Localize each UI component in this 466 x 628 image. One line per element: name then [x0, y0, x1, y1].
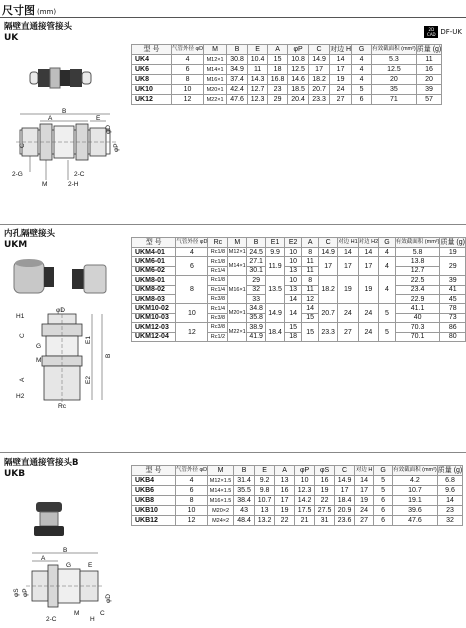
table-row: UKM8-01 8 Rc1/8 M16×1 29 13.5 10 8 18.2 19 19 4 22.5 39 [132, 276, 466, 285]
table-row: UKM6-02 Rc1/4 30.1 13 11 12.7 [132, 266, 466, 275]
col-c: C [319, 238, 338, 248]
table-cell: 6 [172, 65, 204, 75]
table-cell: 16.8 [268, 75, 288, 85]
col-effective-area: 有效截面积 (mm²) [393, 466, 438, 476]
table-row [132, 516, 463, 526]
table-cell: 17 [335, 486, 355, 496]
table-row [132, 65, 442, 75]
uk-label-c: C [19, 143, 26, 148]
ukb-label-h: H [90, 616, 95, 623]
uk-label-e: E [96, 115, 101, 122]
table-cell: 38.4 [234, 496, 255, 506]
table-cell: 12.5 [372, 65, 417, 75]
model-cell: UKB10 [132, 506, 176, 516]
col-tube-od: 气管外径 φD [176, 238, 208, 248]
table-cell: 6 [176, 486, 208, 496]
ukb-label-g: G [66, 562, 72, 569]
table-cell: 17 [275, 496, 295, 506]
table-cell: 4.2 [393, 476, 438, 486]
table-cell: 4 [352, 55, 372, 65]
table-cell: 18.2 [309, 75, 330, 85]
uk-label-phi-p: φP [113, 143, 120, 152]
table-cell: 17 [309, 65, 330, 75]
model-cell: UKB4 [132, 476, 176, 486]
col-model: 型 号 [132, 466, 176, 476]
table-cell: 42.4 [227, 85, 248, 95]
col-effective-area: 有效截面积 (mm²) [395, 238, 440, 248]
table-cell: 12.7 [248, 85, 268, 95]
col-a: A [268, 45, 288, 55]
table-cell: M16×1 [204, 75, 227, 85]
table-cell: 24 [330, 85, 352, 95]
ukm-section-code: UKM [4, 240, 28, 250]
table-cell: M14×1 [204, 65, 227, 75]
table-cell: 14 [355, 476, 374, 486]
table-cell: 4 [176, 476, 208, 486]
table-cell: 14 [330, 55, 352, 65]
cad-download[interactable] [424, 26, 462, 38]
table-cell: 19 [315, 486, 335, 496]
table-cell: 5.3 [372, 55, 417, 65]
table-row [132, 506, 463, 516]
ukb-section-code: UKB [4, 469, 26, 479]
table-cell: M20×1 [204, 85, 227, 95]
col-b: B [234, 466, 255, 476]
col-g: G [374, 466, 393, 476]
col-tube-od: 气管外径 φD [172, 45, 204, 55]
table-cell: 4 [352, 75, 372, 85]
ukm-label-h1: H1 [16, 313, 25, 320]
col-m: M [208, 466, 234, 476]
table-row [132, 486, 463, 496]
col-e1: E1 [266, 238, 285, 248]
model-cell: UK12 [132, 95, 172, 105]
table-cell: 23 [268, 85, 288, 95]
section-divider [0, 452, 466, 453]
table-row: UKM6-01 6 Rc1/8 M14×1 27.1 11.9 10 11 17 17 17 4 13.8 29 [132, 257, 466, 266]
col-a: A [275, 466, 295, 476]
col-b: B [227, 45, 248, 55]
table-cell: 48.4 [234, 516, 255, 526]
table-cell: 6 [374, 496, 393, 506]
table-cell: 13 [275, 476, 295, 486]
ukm-label-a: A [19, 377, 26, 382]
table-cell: M12×1.5 [208, 476, 234, 486]
table-cell: 20 [372, 75, 417, 85]
table-cell: 19.1 [393, 496, 438, 506]
ukb-label-phi-p: φP [22, 588, 29, 597]
table-cell: 12.3 [295, 486, 315, 496]
table-cell: 14 [437, 496, 463, 506]
table-cell: 24 [355, 506, 374, 516]
table-row [132, 496, 463, 506]
table-cell: 8 [172, 75, 204, 85]
model-cell: UKB8 [132, 496, 176, 506]
col-model: 型 号 [132, 238, 176, 248]
ukb-label-a: A [41, 555, 46, 562]
table-cell: 22 [275, 516, 295, 526]
col-mass: 质量 (g) [416, 46, 442, 53]
table-cell: 29 [268, 95, 288, 105]
model-cell: UKB6 [132, 486, 176, 496]
table-row: UKM12-03 12 Rc3/8 M22×1 38.9 18.4 15 15 23.3 27 24 5 70.3 86 [132, 323, 466, 332]
table-cell: 5 [374, 476, 393, 486]
ukm-product-photo [10, 255, 120, 299]
table-cell: 43 [234, 506, 255, 516]
table-cell: 57 [416, 95, 442, 105]
col-c: C [335, 466, 355, 476]
col-phi-p: φP [288, 45, 309, 55]
col-c: C [309, 45, 330, 55]
ukm-table-header [132, 238, 466, 248]
table-cell: 10.7 [255, 496, 275, 506]
table-cell: 18.5 [288, 85, 309, 95]
col-h2: 对边 H2 [358, 238, 379, 248]
table-row: UKM8-03 Rc3/8 33 14 12 22.9 45 [132, 294, 466, 303]
table-cell: 10 [295, 476, 315, 486]
table-cell: 12 [176, 516, 208, 526]
model-cell: UKB12 [132, 516, 176, 526]
table-cell: 20 [416, 75, 442, 85]
col-g: G [352, 45, 372, 55]
table-cell: 32 [437, 516, 463, 526]
col-e2: E2 [285, 238, 302, 248]
table-cell: 20.9 [335, 506, 355, 516]
table-row: UKM10-02 10 Rc1/4 M20×1 34.8 14.9 14 14 20.7 24 24 5 41.1 78 [132, 304, 466, 313]
table-cell: 17.5 [295, 506, 315, 516]
ukb-label-m: M [74, 610, 80, 617]
ukm-label-b: B [105, 353, 112, 358]
table-cell: 19 [330, 75, 352, 85]
table-cell: 5 [374, 486, 393, 496]
table-cell: 23.3 [309, 95, 330, 105]
table-cell: 9.8 [255, 486, 275, 496]
model-cell: UK8 [132, 75, 172, 85]
cad-label: DF-UK [440, 28, 462, 36]
ukb-spec-table [131, 465, 463, 526]
col-e: E [255, 466, 275, 476]
table-cell: 14.3 [248, 75, 268, 85]
table-cell: 14.2 [295, 496, 315, 506]
ukm-section-title: 内孔隔壁接头 [4, 229, 56, 239]
uk-section-title: 隔壁直通接管接头 [4, 22, 73, 32]
table-row [132, 476, 463, 486]
table-cell: M20×2 [208, 506, 234, 516]
col-g: G [379, 238, 396, 248]
table-row [132, 55, 442, 65]
table-cell: 23 [437, 506, 463, 516]
table-cell: 12.5 [288, 65, 309, 75]
table-cell: 12 [172, 95, 204, 105]
uk-table-header [132, 45, 442, 55]
uk-label-m: M [42, 181, 48, 188]
col-rc: Rc [208, 238, 228, 248]
ukb-label-phi-s: φS [13, 588, 20, 597]
table-cell: 9.2 [255, 476, 275, 486]
table-cell: 8 [176, 496, 208, 506]
page-title: 尺寸图 (mm) [2, 4, 57, 17]
table-cell: M16×1.5 [208, 496, 234, 506]
table-cell: 31.4 [234, 476, 255, 486]
ukm-label-e1: E1 [85, 336, 92, 344]
table-cell: 39.6 [393, 506, 438, 516]
table-cell: 6 [352, 95, 372, 105]
uk-product-photo [28, 60, 96, 96]
table-cell: 18.4 [335, 496, 355, 506]
table-row: UKM8-02 Rc1/4 32 13 11 23.4 41 [132, 285, 466, 294]
table-cell: 10.8 [288, 55, 309, 65]
uk-section-code: UK [4, 33, 19, 43]
table-cell: 39 [416, 85, 442, 95]
uk-label-a: A [48, 115, 53, 122]
col-m: M [204, 45, 227, 55]
table-cell: 35.5 [234, 486, 255, 496]
table-cell: 11 [416, 55, 442, 65]
ukb-label-phi-d: φD [105, 594, 112, 603]
table-cell: 14.9 [309, 55, 330, 65]
table-cell: 12.3 [248, 95, 268, 105]
table-cell: 14.9 [335, 476, 355, 486]
col-model: 型 号 [132, 45, 172, 55]
table-cell: 27 [355, 516, 374, 526]
table-cell: 10 [172, 85, 204, 95]
table-cell: 17 [355, 486, 374, 496]
table-row: UKM4-01 4 Rc1/8 M12×1 24.5 9.9 10 8 14.9 14 14 4 5.8 19 [132, 248, 466, 257]
table-cell: 10 [176, 506, 208, 516]
table-cell: 10.4 [248, 55, 268, 65]
table-cell: 31 [315, 516, 335, 526]
col-h1: 对边 H1 [338, 238, 359, 248]
uk-label-b: B [62, 108, 67, 115]
table-row [132, 95, 442, 105]
unit-label: (mm) [37, 8, 57, 16]
table-cell: 37.4 [227, 75, 248, 85]
col-m: M [228, 238, 247, 248]
table-cell: 9.6 [437, 486, 463, 496]
table-cell: 35 [372, 85, 417, 95]
col-b: B [247, 238, 266, 248]
table-cell: 23.6 [335, 516, 355, 526]
col-phi-p: φP [295, 466, 315, 476]
ukm-label-c: C [19, 333, 26, 338]
ukb-label-c: C [100, 610, 105, 617]
table-cell: 30.8 [227, 55, 248, 65]
table-cell: M22×1 [204, 95, 227, 105]
table-cell: 18 [268, 65, 288, 75]
table-cell: 22 [315, 496, 335, 506]
uk-spec-table [131, 44, 442, 105]
ukb-label-2c: 2-C [46, 616, 57, 623]
uk-dimension-drawing [10, 108, 125, 196]
table-cell: 16 [275, 486, 295, 496]
ukm-label-m: M [36, 357, 42, 364]
table-cell: 6 [374, 516, 393, 526]
table-row: UKM12-04 Rc1/2 41.9 18 70.1 80 [132, 332, 466, 341]
col-mass: 质量 (g) [440, 239, 465, 246]
ukm-label-e2: E2 [85, 376, 92, 384]
uk-label-2c: 2-C [74, 171, 85, 178]
table-cell: 16 [416, 65, 442, 75]
table-cell: 27.5 [315, 506, 335, 516]
table-cell: 34.9 [227, 65, 248, 75]
table-row: UKM10-03 Rc3/8 35.8 15 40 73 [132, 313, 466, 322]
ukm-spec-table [131, 237, 466, 342]
table-cell: 71 [372, 95, 417, 105]
table-cell: 4 [352, 65, 372, 75]
table-cell: 13.2 [255, 516, 275, 526]
table-cell: 11 [248, 65, 268, 75]
model-cell: UK10 [132, 85, 172, 95]
table-cell: 47.6 [393, 516, 438, 526]
table-row [132, 75, 442, 85]
cad-icon: 2D CAD [424, 26, 438, 38]
table-cell: 20.4 [288, 95, 309, 105]
table-cell: 6.8 [437, 476, 463, 486]
ukb-section-title: 隔壁直通接管接头B [4, 458, 79, 468]
table-cell: 17 [330, 65, 352, 75]
table-cell: 19 [275, 506, 295, 516]
table-cell: 13 [255, 506, 275, 516]
table-cell: 47.6 [227, 95, 248, 105]
table-cell: 15 [268, 55, 288, 65]
section-divider [0, 224, 466, 225]
col-h: 对边 H [330, 46, 352, 53]
table-cell: M24×2 [208, 516, 234, 526]
col-effective-area: 有效截面积 (mm²) [372, 45, 417, 55]
table-cell: 14.6 [288, 75, 309, 85]
ukb-label-b: B [63, 547, 68, 554]
table-cell: 19 [355, 496, 374, 506]
table-cell: 10.7 [393, 486, 438, 496]
table-cell: 21 [295, 516, 315, 526]
table-cell: 20.7 [309, 85, 330, 95]
ukm-label-phi-d: φD [56, 307, 65, 314]
model-cell: UK4 [132, 55, 172, 65]
ukb-label-e: E [88, 562, 93, 569]
table-cell: 4 [172, 55, 204, 65]
ukb-dimension-drawing [8, 545, 128, 625]
uk-label-2g: 2-G [12, 171, 23, 178]
ukb-table-header [132, 466, 463, 476]
header-divider [0, 17, 466, 18]
table-cell: M12×1 [204, 55, 227, 65]
model-cell: UK6 [132, 65, 172, 75]
ukm-label-rc: Rc [58, 403, 66, 410]
ukm-label-g: G [36, 343, 42, 350]
table-cell: 27 [330, 95, 352, 105]
uk-label-2h: 2-H [68, 181, 79, 188]
ukm-label-h2: H2 [16, 393, 25, 400]
ukb-product-photo [30, 500, 70, 540]
table-cell: 5 [352, 85, 372, 95]
col-e: E [248, 45, 268, 55]
table-cell: M14×1.5 [208, 486, 234, 496]
col-mass: 质量 (g) [437, 467, 463, 474]
col-a: A [302, 238, 319, 248]
table-cell: 6 [374, 506, 393, 516]
col-phi-s: φS [315, 466, 335, 476]
table-cell: 16 [315, 476, 335, 486]
col-tube-od: 气管外径 φD [176, 466, 208, 476]
col-h: 对边 H [355, 466, 374, 476]
table-row [132, 85, 442, 95]
uk-label-phi-d: φD [105, 125, 112, 134]
ukm-dimension-drawing [8, 306, 128, 410]
